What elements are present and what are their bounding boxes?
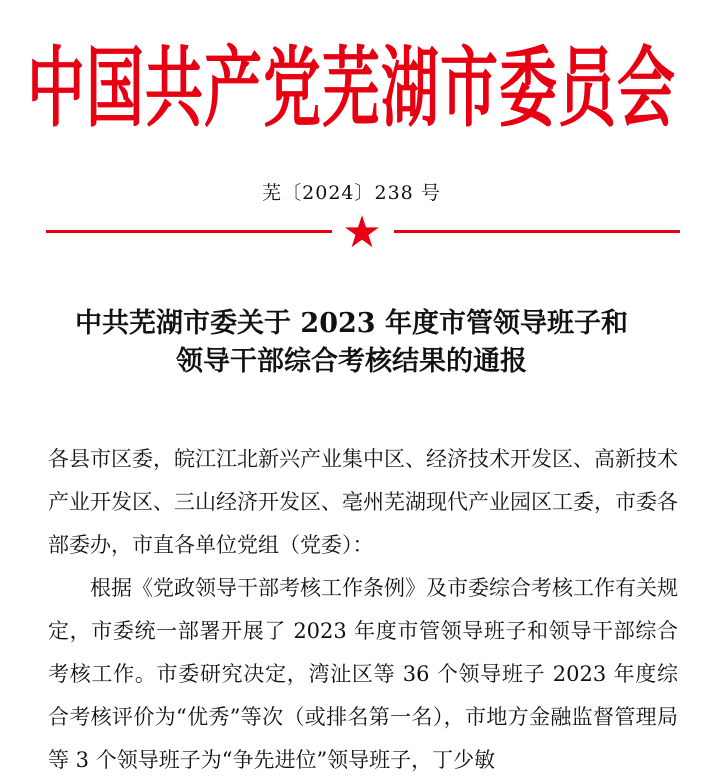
document-body xyxy=(48,438,678,782)
divider-line-left xyxy=(46,230,332,233)
star-icon: ★ xyxy=(342,207,382,258)
divider-line-right xyxy=(394,230,680,233)
body-paragraph: 根据《党政领导干部考核工作条例》及市委综合考核工作有关规定，市委统一部署开展了 2023 年度市管领导班子和领导干部综合考核工作。市委研究决定，湾沚区等 36 个领导班子 2023 年度综合考核评价为“优秀”等次（或排名第一名），市地方金融监督管理局等 3 个领导班子为“争先进位”领导班子，丁少敏 xyxy=(48,576,678,772)
document-number: 芜〔2024〕238 号 xyxy=(262,182,441,204)
document-title xyxy=(0,305,703,381)
title-line-2: 领导干部综合考核结果的通报 xyxy=(176,346,527,377)
salutation: 各县市区委，皖江江北新兴产业集中区、经济技术开发区、高新技术产业开发区、三山经济开发区、亳州芜湖现代产业园区工委，市委各部委办，市直各单位党组（党委）： xyxy=(48,447,678,557)
org-header: 中国共产党芜湖市委员会 xyxy=(26,37,676,139)
title-line-1: 中共芜湖市委关于 2023 年度市管领导班子和 xyxy=(75,308,628,339)
